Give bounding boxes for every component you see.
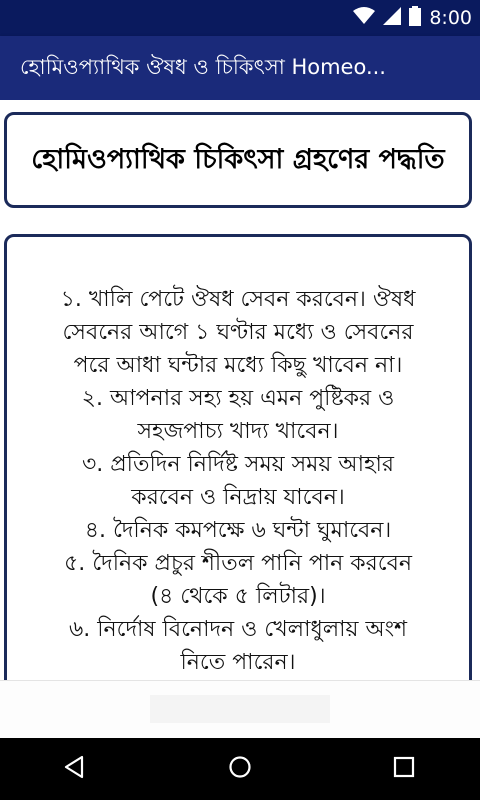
page-heading: হোমিওপ্যাথিক চিকিৎসা গ্রহণের পদ্ধতি bbox=[31, 144, 445, 176]
instruction-line: পরে আধা ঘন্টার মধ্যে কিছু খাবেন না। bbox=[73, 353, 403, 378]
instruction-line: সেবনের আগে ১ ঘণ্টার মধ্যে ও সেবনের bbox=[62, 320, 414, 345]
recents-icon bbox=[393, 756, 415, 782]
cellular-signal-icon bbox=[383, 7, 401, 29]
status-bar bbox=[0, 0, 480, 36]
instruction-line: ৬. নির্দোষ বিনোদন ও খেলাধুলায় অংশ bbox=[68, 617, 408, 642]
home-icon bbox=[228, 755, 252, 783]
content-scroll-area[interactable] bbox=[0, 100, 480, 680]
ad-banner[interactable] bbox=[0, 680, 480, 739]
instruction-line: (৪ থেকে ৫ লিটার)। bbox=[150, 584, 326, 609]
instruction-line: ৪. দৈনিক কমপক্ষে ৬ ঘন্টা ঘুমাবেন। bbox=[84, 518, 392, 543]
home-button[interactable] bbox=[200, 738, 280, 800]
app-title: হোমিওপ্যাথিক ঔষধ ও চিকিৎসা Homeo... bbox=[20, 54, 386, 79]
wifi-icon bbox=[353, 7, 375, 29]
status-icons bbox=[353, 0, 472, 36]
instructions-card bbox=[4, 234, 472, 754]
instruction-line: ৩. প্রতিদিন নির্দিষ্ট সময় সময় আহার bbox=[81, 452, 395, 477]
ad-placeholder bbox=[150, 695, 330, 723]
instruction-line: ১. খালি পেটে ঔষধ সেবন করবেন। ঔষধ bbox=[60, 287, 416, 312]
navigation-bar bbox=[0, 738, 480, 800]
instruction-line: নিতে পারেন। bbox=[180, 650, 296, 675]
heading-card bbox=[4, 112, 472, 208]
instruction-line: সহজপাচ্য খাদ্য খাবেন। bbox=[137, 419, 339, 444]
recents-button[interactable] bbox=[364, 738, 444, 800]
app-bar bbox=[0, 36, 480, 100]
instruction-line: ৫. দৈনিক প্রচুর শীতল পানি পান করবেন bbox=[64, 551, 412, 576]
back-icon bbox=[63, 755, 85, 783]
instruction-line: করবেন ও নিদ্রায় যাবেন। bbox=[131, 485, 345, 510]
instruction-line: ২. আপনার সহ্য হয় এমন পুষ্টিকর ও bbox=[81, 386, 395, 411]
back-button[interactable] bbox=[34, 738, 114, 800]
battery-icon bbox=[409, 6, 421, 30]
status-time: 8:00 bbox=[429, 7, 472, 29]
